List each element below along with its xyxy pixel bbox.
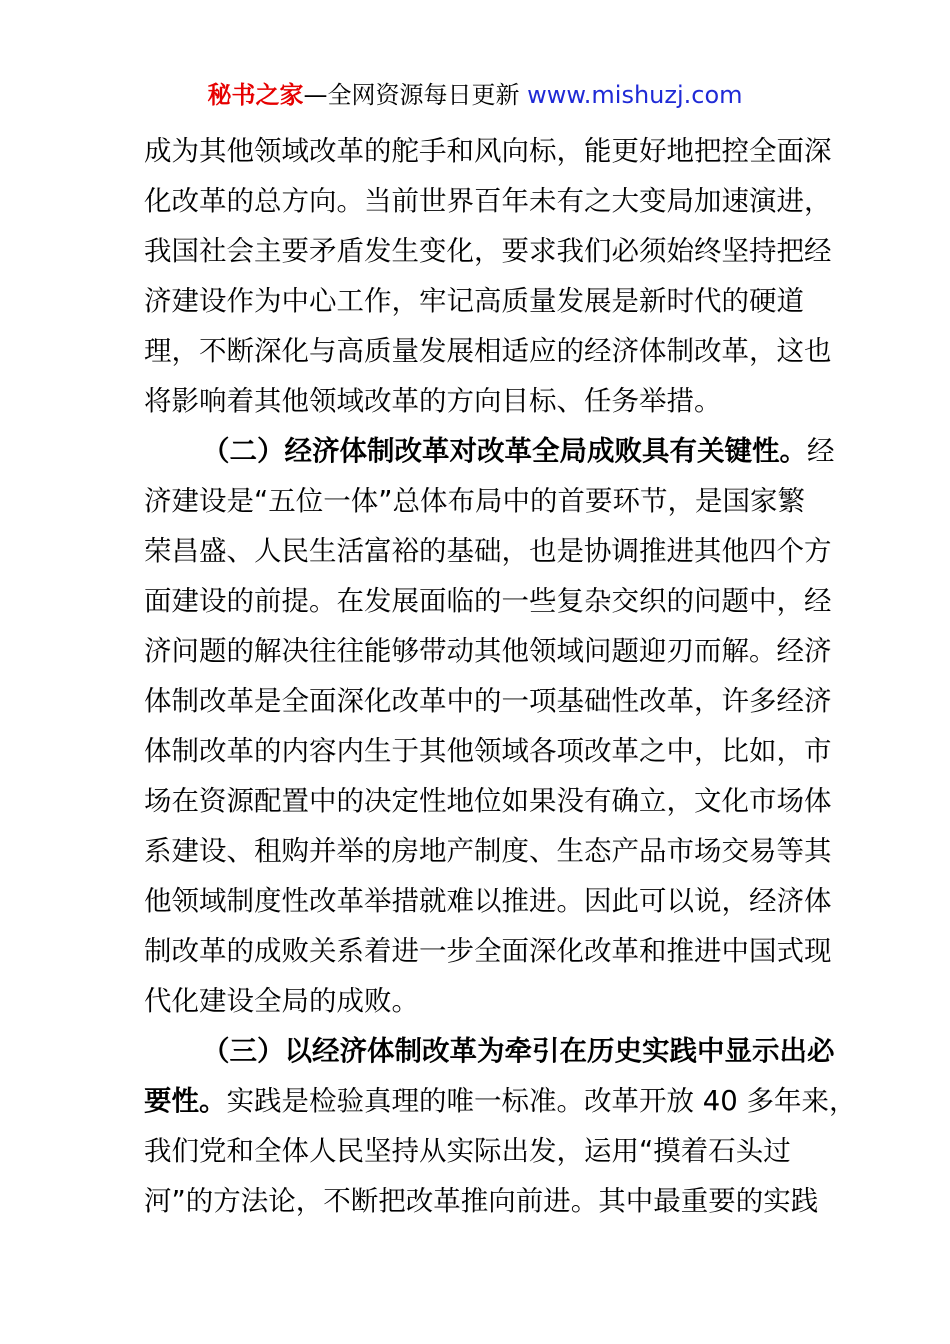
header-tagline: —全网资源每日更新 [303, 81, 520, 109]
text-line: 体制改革的内容内生于其他领域各项改革之中，比如，市 [144, 735, 832, 767]
text-line: 代化建设全局的成败。 [144, 985, 419, 1017]
site-header [0, 78, 950, 112]
text-line: 我们党和全体人民坚持从实际出发，运用“摸着石头过 [144, 1135, 791, 1167]
section-heading-line: （二）经济体制改革对改革全局成败具有关键性。经 [202, 435, 835, 467]
text-line: 河”的方法论，不断把改革推向前进。其中最重要的实践 [144, 1185, 819, 1217]
text-line: 制改革的成败关系着进一步全面深化改革和推进中国式现 [144, 935, 832, 967]
site-url-link[interactable]: www.mishuzj.com [527, 81, 743, 109]
text-line: 体制改革是全面深化改革中的一项基础性改革，许多经济 [144, 685, 832, 717]
brand-name: 秘书之家 [207, 81, 304, 109]
text-line: 面建设的前提。在发展面临的一些复杂交织的问题中，经 [144, 585, 832, 617]
text-line: 荣昌盛、人民生活富裕的基础，也是协调推进其他四个方 [144, 535, 832, 567]
text-line: 化改革的总方向。当前世界百年未有之大变局加速演进， [144, 185, 832, 217]
text-line: 他领域制度性改革举措就难以推进。因此可以说，经济体 [144, 885, 832, 917]
section-heading: 要性。 [144, 1085, 227, 1117]
text-line: 我国社会主要矛盾发生变化，要求我们必须始终坚持把经 [144, 235, 832, 267]
text-line: 济问题的解决往往能够带动其他领域问题迎刃而解。经济 [144, 635, 832, 667]
text-line: 系建设、租购并举的房地产制度、生态产品市场交易等其 [144, 835, 832, 867]
text-line: 将影响着其他领域改革的方向目标、任务举措。 [144, 385, 722, 417]
section-heading: （三）以经济体制改革为牵引在历史实践中显示出必 [202, 1035, 835, 1067]
document-body [144, 126, 857, 1226]
text-line: 理，不断深化与高质量发展相适应的经济体制改革，这也 [144, 335, 832, 367]
section-heading: （二）经济体制改革对改革全局成败具有关键性。 [202, 435, 807, 467]
section-heading-line: 要性。实践是检验真理的唯一标准。改革开放 40 多年来， [144, 1085, 857, 1117]
text-line: 济建设作为中心工作，牢记高质量发展是新时代的硬道 [144, 285, 804, 317]
text-line: 场在资源配置中的决定性地位如果没有确立，文化市场体 [144, 785, 832, 817]
section-heading-line [144, 1026, 835, 1076]
text-line: 成为其他领域改革的舵手和风向标，能更好地把控全面深 [144, 135, 832, 167]
text-line: 济建设是“五位一体”总体布局中的首要环节，是国家繁 [144, 485, 805, 517]
